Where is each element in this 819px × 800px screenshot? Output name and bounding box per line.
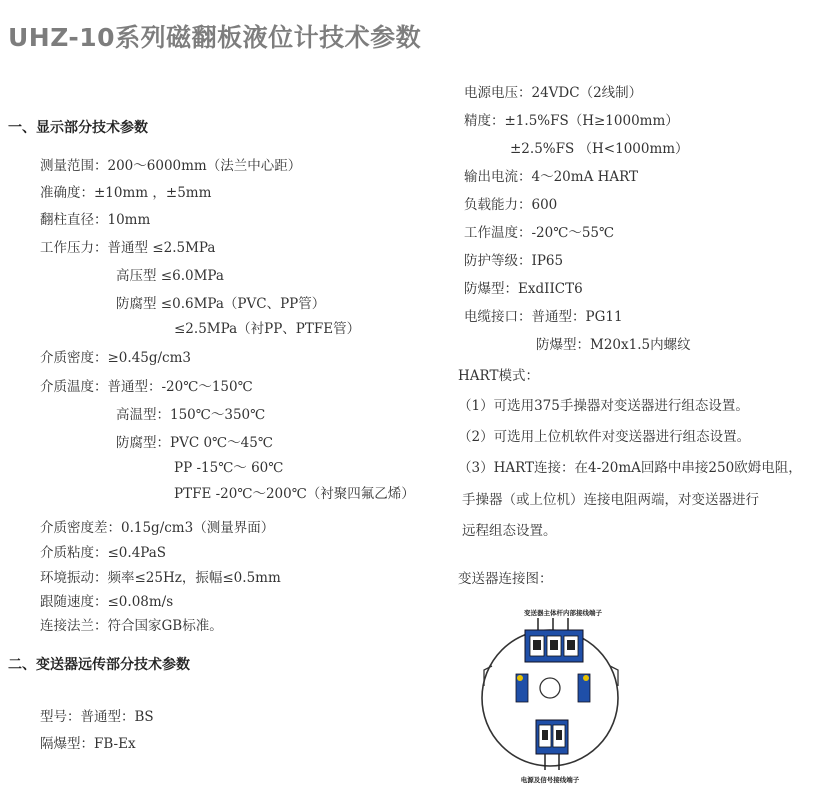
spec-model-normal: 型号：普通型：BS [40,709,154,725]
spec-pressure-normal: 工作压力：普通型 ≤2.5MPa [40,240,216,256]
spec-density-diff: 介质密度差：0.15g/cm3（测量界面） [40,520,275,536]
spec-explosion-proof: 防爆型：ExdIICT6 [464,281,583,297]
spec-vibration: 环境振动：频率≤25Hz，振幅≤0.5mm [40,570,281,586]
spec-model-explosion: 隔爆型：FB-Ex [40,736,136,752]
terminal-screw-2 [550,640,558,650]
terminal-screw-5 [556,730,562,740]
spec-protection: 防护等级：IP65 [464,253,564,269]
spec-temp-ptfe: PTFE -20℃～200℃（衬聚四氟乙烯） [174,486,415,502]
spec-precision-2: ±2.5%FS （H<1000mm） [510,141,689,157]
spec-measure-range: 测量范围：200～6000mm（法兰中心距） [40,158,302,174]
spec-float-diameter: 翻柱直径：10mm [40,212,151,228]
spec-accuracy: 准确度：±10mm ，±5mm [40,185,212,201]
hart-item-3: （3）HART连接：在4-20mA回路中串接250欧姆电阻， [458,460,802,476]
terminal-screw-1 [533,640,541,650]
spec-work-temp: 工作温度：-20℃～55℃ [464,225,615,241]
spec-cable-explosion: 防爆型：M20x1.5内螺纹 [536,337,691,353]
page-title: UHZ-10系列磁翻板液位计技术参数 [8,23,422,52]
spec-density: 介质密度：≥0.45g/cm3 [40,350,192,366]
center-hole [540,678,560,698]
side-indicator-right [583,675,589,681]
hart-item-2: （2）可选用上位机软件对变送器进行组态设置。 [458,429,751,445]
spec-viscosity: 介质粘度：≤0.4PaS [40,545,167,561]
terminal-screw-3 [567,640,575,650]
spec-cable-normal: 电缆接口：普通型：PG11 [464,309,623,325]
section-heading-transmitter: 二、变送器远传部分技术参数 [8,657,190,673]
hart-item-3-end: 远程组态设置。 [462,523,557,539]
section-heading-display: 一、显示部分技术参数 [8,120,148,136]
spec-load-capacity: 负载能力：600 [464,197,558,213]
spec-pressure-anticorrosion: 防腐型 ≤0.6MPa（PVC、PP管） [116,296,326,312]
spec-follow-speed: 跟随速度：≤0.08m/s [40,594,174,610]
wiring-diagram [478,600,648,795]
hart-item-3-cont: 手操器（或上位机）连接电阻两端，对变送器进行 [462,492,759,508]
terminal-screw-4 [542,730,548,740]
spec-temp-high: 高温型：150℃～350℃ [116,407,266,423]
spec-pressure-lined: ≤2.5MPa（衬PP、PTFE管） [174,321,361,337]
spec-flange: 连接法兰：符合国家GB标准。 [40,618,223,634]
spec-precision-1: 精度：±1.5%FS（H≥1000mm） [464,113,679,129]
diagram-bottom-label: 电源及信号接线端子 [520,776,580,784]
spec-temp-pp: PP -15℃～ 60℃ [174,460,284,476]
hart-item-1: （1）可选用375手操器对变送器进行组态设置。 [458,398,749,414]
diagram-top-label: 变送器主体杆内部接线端子 [524,609,602,617]
side-indicator-left [517,675,523,681]
spec-output-current: 输出电流：4～20mA HART [464,169,639,185]
spec-temp-pvc: 防腐型：PVC 0℃～45℃ [116,435,273,451]
hart-mode-heading: HART模式： [458,368,539,384]
spec-power-supply: 电源电压：24VDC（2线制） [464,85,643,101]
spec-temp-normal: 介质温度：普通型：-20℃～150℃ [40,379,253,395]
wiring-diagram-heading: 变送器连接图： [458,571,553,587]
spec-pressure-high: 高压型 ≤6.0MPa [116,268,224,284]
